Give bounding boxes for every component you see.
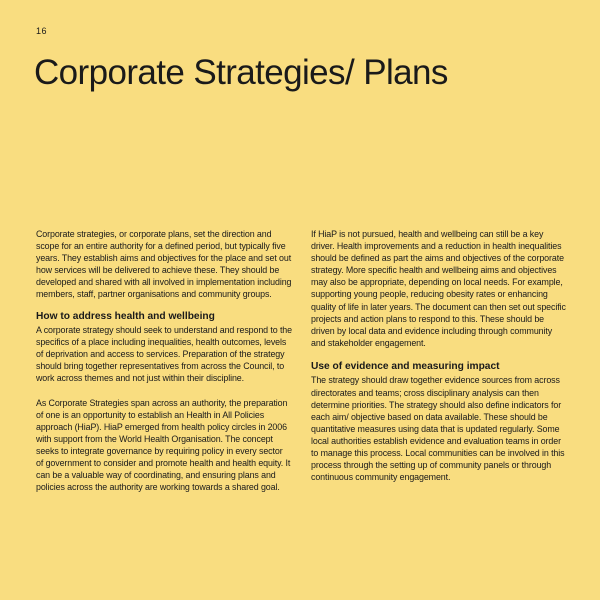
intro-paragraph: Corporate strategies, or corporate plans, set the direction and scope for an entire authority for a defined period, but typically five years. They establish aims and objectives for the place and set out how services will be delivered to achieve these. They should be developed and shared with all involved in implementation including members, staff, partner organisations and community groups. xyxy=(36,229,292,300)
health-driver-paragraph: If HiaP is not pursued, health and wellbeing can still be a key driver. Health improvements and a reduction in health inequalities should be defined as part the aims and objectives of the corporate strategy. More specific health and wellbeing aims and objectives may also be appropriate, depending on local needs. For example, supporting young people, reducing obesity rates or enhancing quality of life in later years. The document can then set out specific projects and action plans to respond to this. These should be driven by local data and evidence including through community and stakeholder engagement. xyxy=(311,229,566,348)
left-column xyxy=(36,228,292,493)
right-column xyxy=(311,228,567,483)
page-title: Corporate Strategies/ Plans xyxy=(34,53,448,92)
health-wellbeing-paragraph: A corporate strategy should seek to understand and respond to the specifics of a place including inequalities, health outcomes, levels of deprivation and access to services. Preparation of the strategy should bring together representatives from across the Council, to work across themes and not just within their discipline. xyxy=(36,325,292,384)
evidence-paragraph: The strategy should draw together evidence sources from across directorates and teams; cross disciplinary analysis can then determine priorities. The strategy should also define indicators for each aim/ objective based on data available. These should be quantitative measures using data that is updated regularly. Some local authorities establish evidence and evaluation teams in order to manage this process. Local communities can be involved in this process through the setting up of community panels or through continuous community engagement. xyxy=(311,375,565,483)
page-number: 16 xyxy=(36,26,48,36)
hiap-paragraph: As Corporate Strategies span across an authority, the preparation of one is an opportunity to establish an Health in All Policies approach (HiaP). HiaP emerged from health policy circles in 2006 with support from the World Health Organisation. The concept seeks to integrate governance by requiring policy in every sector of government to consider and promote health and health equity. It can be a valuable way of coordinating, and ensuring plans and policies across the authority are working towards a shared goal. xyxy=(36,397,291,493)
section-heading-evidence-impact: Use of evidence and measuring impact xyxy=(311,360,500,372)
section-heading-health-wellbeing: How to address health and wellbeing xyxy=(36,310,215,322)
